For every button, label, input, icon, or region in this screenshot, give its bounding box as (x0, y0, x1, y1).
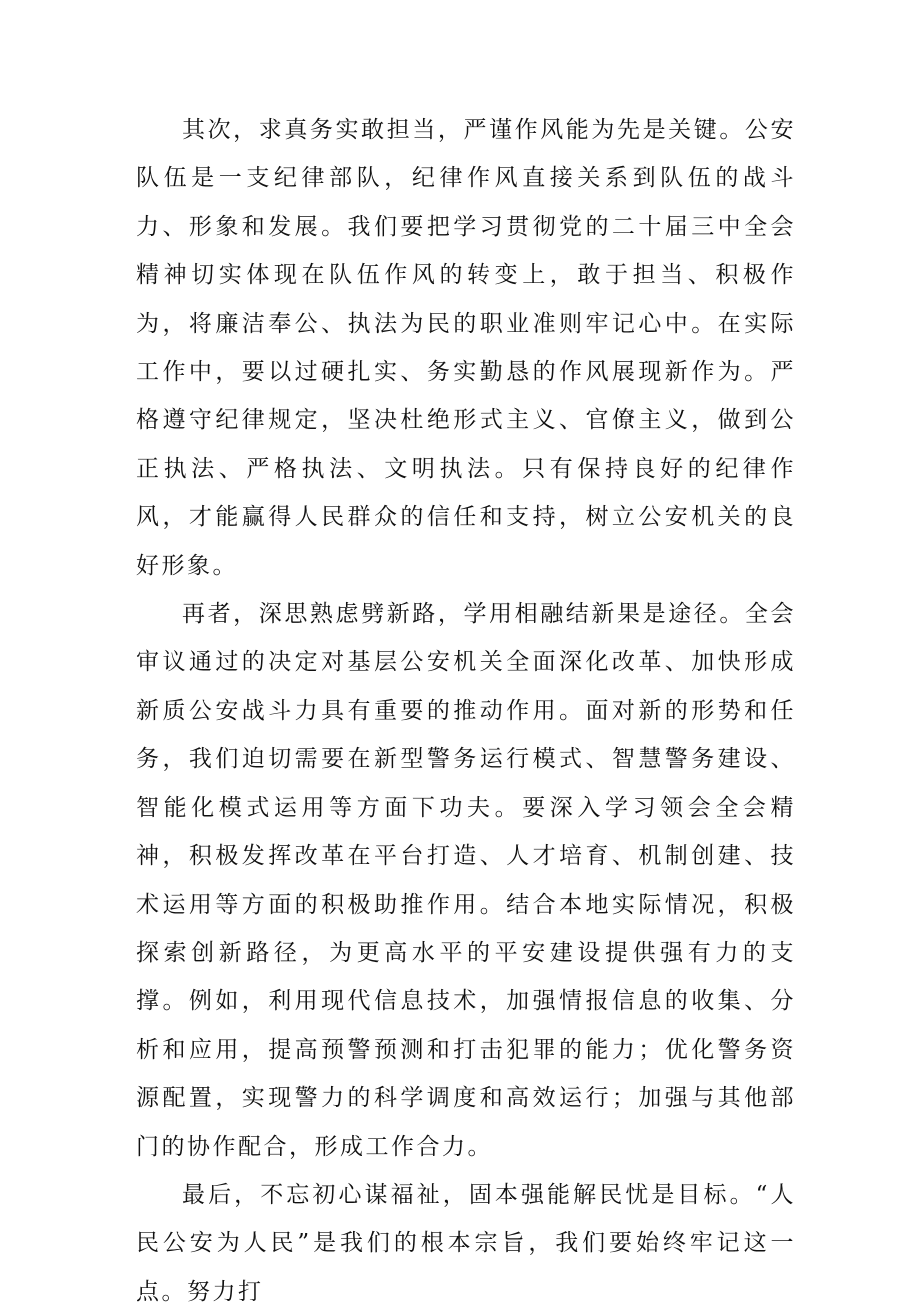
document-body (136, 106, 796, 1316)
paragraph-discipline-style: 其次，求真务实敢担当，严谨作风能为先是关键。公安队伍是一支纪律部队，纪律作风直接关系到队伍的战斗力、形象和发展。我们要把学习贯彻党的二十届三中全会精神切实体现在队伍作风的转变上，敢于担当、积极作为，将廉洁奉公、执法为民的职业准则牢记心中。在实际工作中，要以过硬扎实、务实勤恳的作风展现新作为。严格遵守纪律规定，坚决杜绝形式主义、官僚主义，做到公正执法、严格执法、文明执法。只有保持良好的纪律作风，才能赢得人民群众的信任和支持，树立公安机关的良好形象。 (136, 117, 796, 579)
paragraph-reform-path: 再者，深思熟虑劈新路，学用相融结新果是途径。全会审议通过的决定对基层公安机关全面深化改革、加快形成新质公安战斗力具有重要的推动作用。面对新的形势和任务，我们迫切需要在新型警务运行模式、智慧警务建设、智能化模式运用等方面下功夫。要深入学习领会全会精神，积极发挥改革在平台打造、人才培育、机制创建、技术运用等方面的积极助推作用。结合本地实际情况，积极探索创新路径，为更高水平的平安建设提供强有力的支撑。例如，利用现代信息技术，加强情报信息的收集、分析和应用，提高预警预测和打击犯罪的能力；优化警务资源配置，实现警力的科学调度和高效运行；加强与其他部门的协作配合，形成工作合力。 (136, 601, 796, 1160)
paragraph-people-goal: 最后，不忘初心谋福祉，固本强能解民忧是目标。“人民公安为人民”是我们的根本宗旨，我们要始终牢记这一点。努力打 (136, 1181, 796, 1305)
